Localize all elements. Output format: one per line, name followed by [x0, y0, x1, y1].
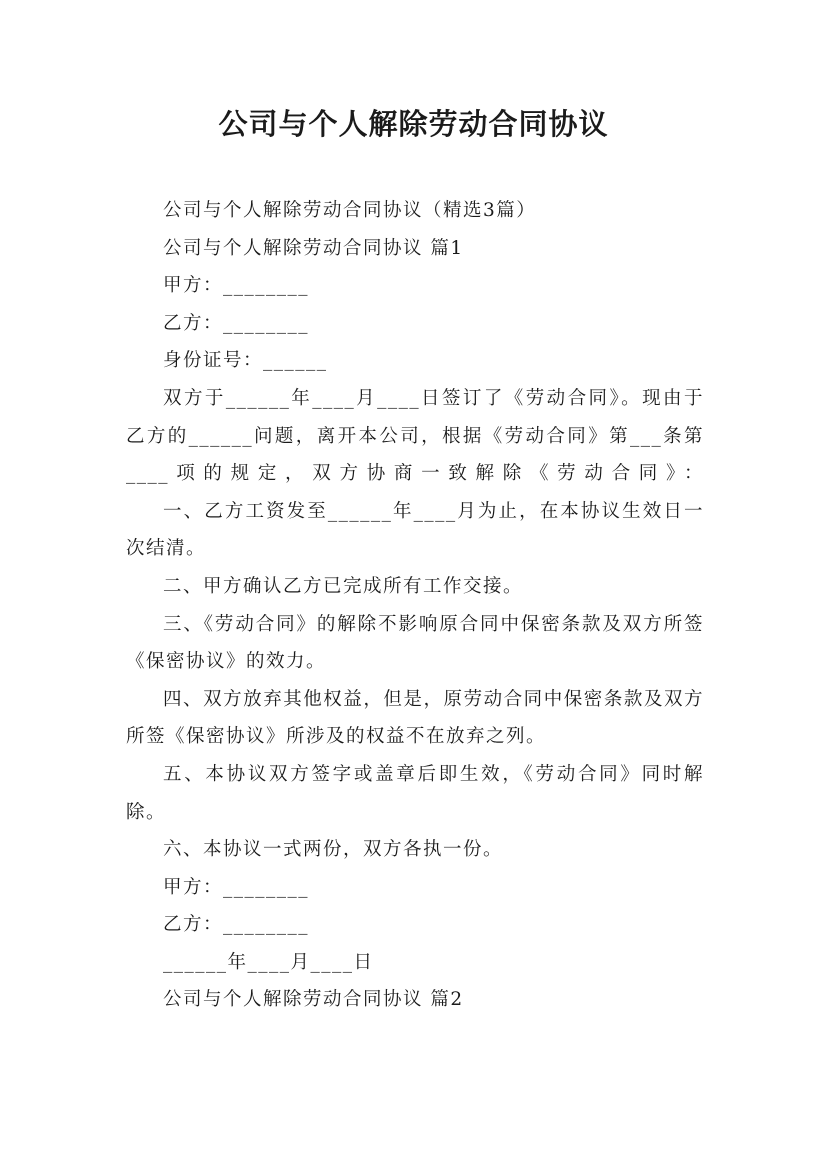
- paragraph-clause-1: 一、乙方工资发至______年____月为止，在本协议生效日一次结清。: [126, 500, 704, 560]
- document-body: [126, 192, 704, 1019]
- document-title: 公司与个人解除劳动合同协议: [218, 107, 609, 141]
- paragraph-clause-4: 四、双方放弃其他权益，但是，原劳动合同中保密条款及双方所签《保密协议》所涉及的权益不在放弃之列。: [126, 688, 704, 748]
- paragraph-next-section-heading: 公司与个人解除劳动合同协议 篇2: [163, 989, 464, 1011]
- paragraph-clause-3: 三、《劳动合同》的解除不影响原合同中保密条款及双方所签《保密协议》的效力。: [126, 613, 704, 673]
- paragraph-date: ______年____月____日: [163, 951, 374, 973]
- paragraph-clause-6: 六、本协议一式两份，双方各执一份。: [163, 839, 504, 861]
- paragraph-signature-party-b: 乙方：________: [163, 914, 310, 936]
- paragraph-section-heading: 公司与个人解除劳动合同协议 篇1: [163, 237, 464, 259]
- paragraph-preamble: 双方于______年____月____日签订了《劳动合同》。现由于乙方的______问题，离开本公司，根据《劳动合同》第___条第____项的规定，双方协商一致解除《劳动合同》：: [126, 387, 704, 485]
- paragraph-party-b: 乙方：________: [163, 312, 310, 334]
- paragraph-party-a: 甲方：________: [163, 275, 310, 297]
- paragraph-clause-5: 五、本协议双方签字或盖章后即生效，《劳动合同》同时解除。: [126, 763, 704, 823]
- paragraph-id-number: 身份证号：______: [163, 350, 328, 372]
- paragraph-subtitle: 公司与个人解除劳动合同协议（精选3篇）: [163, 200, 537, 221]
- paragraph-signature-party-a: 甲方：________: [163, 876, 310, 898]
- paragraph-clause-2: 二、甲方确认乙方已完成所有工作交接。: [163, 575, 524, 597]
